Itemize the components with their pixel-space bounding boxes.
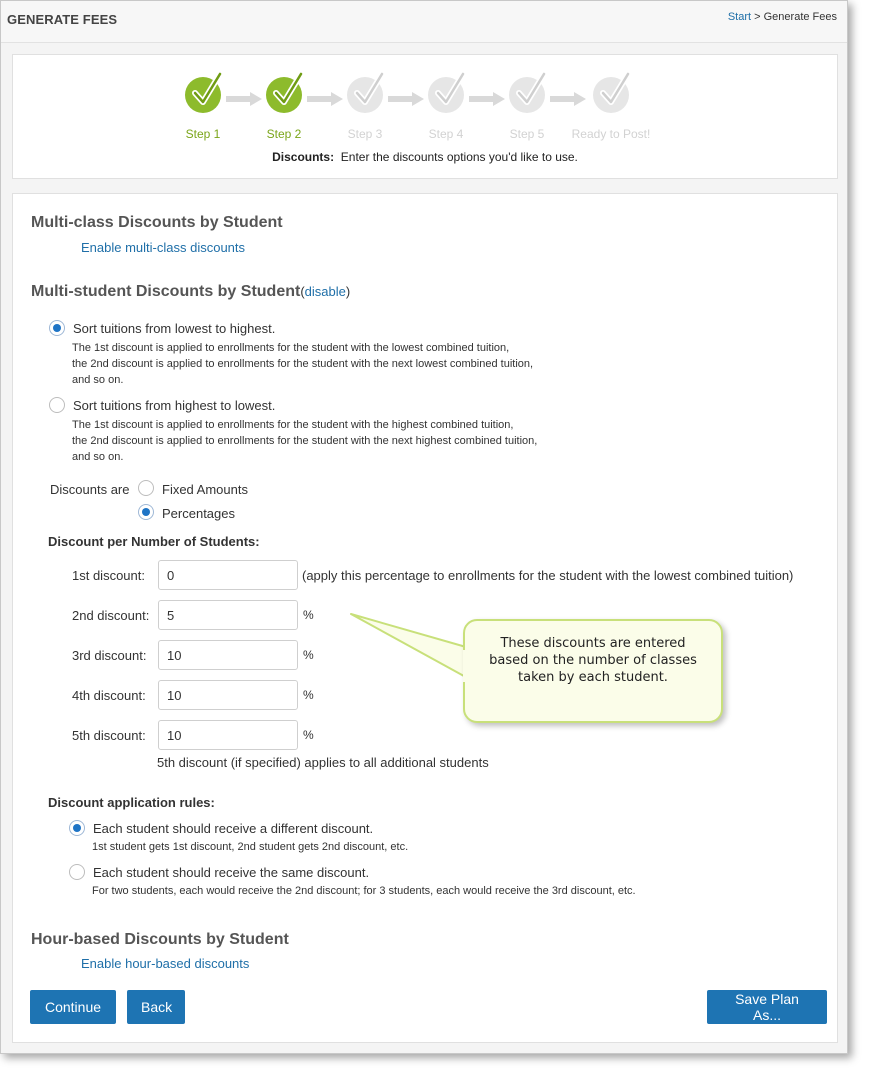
discounts-are-label: Discounts are xyxy=(50,482,130,497)
step-ready-label: Ready to Post! xyxy=(571,127,651,141)
disable-paren-open: ( xyxy=(300,284,305,299)
discount-2-suffix: % xyxy=(303,608,314,622)
sort-low-line1: The 1st discount is applied to enrollments for the student with the lowest combined tuition, xyxy=(72,342,510,354)
discount-3-label: 3rd discount: xyxy=(72,648,147,663)
sort-high-line1: The 1st discount is applied to enrollments for the student with the highest combined tuition, xyxy=(72,419,514,431)
back-button[interactable]: Back xyxy=(127,990,185,1024)
header-bar xyxy=(1,1,847,43)
step-5-check-icon xyxy=(509,77,545,113)
step-1-check-icon xyxy=(185,77,221,113)
enable-multiclass-link[interactable]: Enable multi-class discounts xyxy=(81,240,246,255)
sort-high-line2: the 2nd discount is applied to enrollments for the student with the next highest combined tuition, xyxy=(72,435,538,447)
save-plan-button[interactable]: Save Plan As... xyxy=(707,990,827,1024)
discount-4-input[interactable] xyxy=(158,680,298,710)
sort-high-line3: and so on. xyxy=(72,451,124,463)
step-4-label: Step 4 xyxy=(428,127,464,141)
wizard-step-2 xyxy=(244,77,324,141)
discount-1-suffix: (apply this percentage to enrollments for the student with the lowest combined tuition) xyxy=(302,568,794,583)
wizard-step-5 xyxy=(487,77,567,141)
discount-1-input[interactable] xyxy=(158,560,298,590)
wizard-desc-label: Discounts: xyxy=(272,150,335,164)
step-1-label: Step 1 xyxy=(185,127,221,141)
step-2-check-icon xyxy=(266,77,302,113)
step-3-label: Step 3 xyxy=(347,127,383,141)
sort-high-label: Sort tuitions from highest to lowest. xyxy=(73,398,276,413)
discount-5-suffix: % xyxy=(303,728,314,742)
fixed-amounts-label: Fixed Amounts xyxy=(162,482,248,497)
sort-low-radio[interactable] xyxy=(49,320,65,336)
wizard-steps xyxy=(163,77,663,147)
rule-same-note: For two students, each would receive the 2nd discount; for 3 students, each would receive the 3rd discount, etc. xyxy=(92,885,636,897)
multiclass-title: Multi-class Discounts by Student xyxy=(31,214,283,231)
discount-5-input[interactable] xyxy=(158,720,298,750)
percentages-label: Percentages xyxy=(162,506,235,521)
breadcrumb xyxy=(728,11,837,23)
step-5-label: Step 5 xyxy=(509,127,545,141)
main-panel xyxy=(12,193,838,1043)
sort-low-label: Sort tuitions from lowest to highest. xyxy=(73,321,276,336)
callout-pointer-icon xyxy=(343,609,483,689)
wizard-step-1 xyxy=(163,77,243,141)
discount-4-suffix: % xyxy=(303,688,314,702)
disable-multistudent-link[interactable]: disable xyxy=(304,284,346,299)
callout-line-3: taken by each student. xyxy=(518,670,668,685)
wizard-step-ready xyxy=(561,77,661,141)
fixed-amounts-radio[interactable] xyxy=(138,480,154,496)
enable-hourbased-link[interactable]: Enable hour-based discounts xyxy=(81,956,250,971)
sort-low-line3: and so on. xyxy=(72,374,124,386)
breadcrumb-separator: > xyxy=(751,11,764,23)
callout-joint-icon xyxy=(463,646,477,686)
rule-different-note: 1st student gets 1st discount, 2nd student gets 2nd discount, etc. xyxy=(92,841,409,853)
wizard-step-3 xyxy=(325,77,405,141)
fifth-discount-note: 5th discount (if specified) applies to all additional students xyxy=(157,755,489,770)
step-3-check-icon xyxy=(347,77,383,113)
wizard-desc-text: Enter the discounts options you'd like to use. xyxy=(340,150,578,164)
step-ready-check-icon xyxy=(593,77,629,113)
discount-4-label: 4th discount: xyxy=(72,688,146,703)
callout-text xyxy=(465,635,721,686)
discount-1-label: 1st discount: xyxy=(72,568,145,583)
breadcrumb-start-link[interactable]: Start xyxy=(727,11,752,23)
breadcrumb-current: Generate Fees xyxy=(763,11,837,23)
disable-paren-close: ) xyxy=(345,284,351,299)
hourbased-title: Hour-based Discounts by Student xyxy=(31,931,289,948)
wizard-step-4 xyxy=(406,77,486,141)
discount-3-input[interactable] xyxy=(158,640,298,670)
wizard-description xyxy=(13,150,837,164)
discount-2-input[interactable] xyxy=(158,600,298,630)
callout xyxy=(343,609,743,729)
rule-same-radio[interactable] xyxy=(69,864,85,880)
rule-different-label: Each student should receive a different discount. xyxy=(93,821,374,836)
rule-same-label: Each student should receive the same discount. xyxy=(93,865,370,880)
callout-line-1: These discounts are entered xyxy=(500,636,686,651)
discount-2-label: 2nd discount: xyxy=(72,608,150,623)
sort-low-line2: the 2nd discount is applied to enrollments for the student with the next lowest combined tuition, xyxy=(72,358,534,370)
callout-line-2: based on the number of classes xyxy=(489,653,697,668)
rule-different-radio[interactable] xyxy=(69,820,85,836)
step-2-label: Step 2 xyxy=(266,127,302,141)
percentages-radio[interactable] xyxy=(138,504,154,520)
discount-5-label: 5th discount: xyxy=(72,728,146,743)
callout-box xyxy=(463,619,723,723)
wizard-panel xyxy=(12,54,838,179)
continue-button[interactable]: Continue xyxy=(30,990,116,1024)
page-title: GENERATE FEES xyxy=(7,12,118,27)
discount-3-suffix: % xyxy=(303,648,314,662)
multistudent-title xyxy=(31,283,350,301)
per-number-title: Discount per Number of Students: xyxy=(48,534,260,549)
sort-high-radio[interactable] xyxy=(49,397,65,413)
multistudent-title-text: Multi-student Discounts by Student xyxy=(31,283,301,300)
rules-title: Discount application rules: xyxy=(48,795,215,810)
step-4-check-icon xyxy=(428,77,464,113)
